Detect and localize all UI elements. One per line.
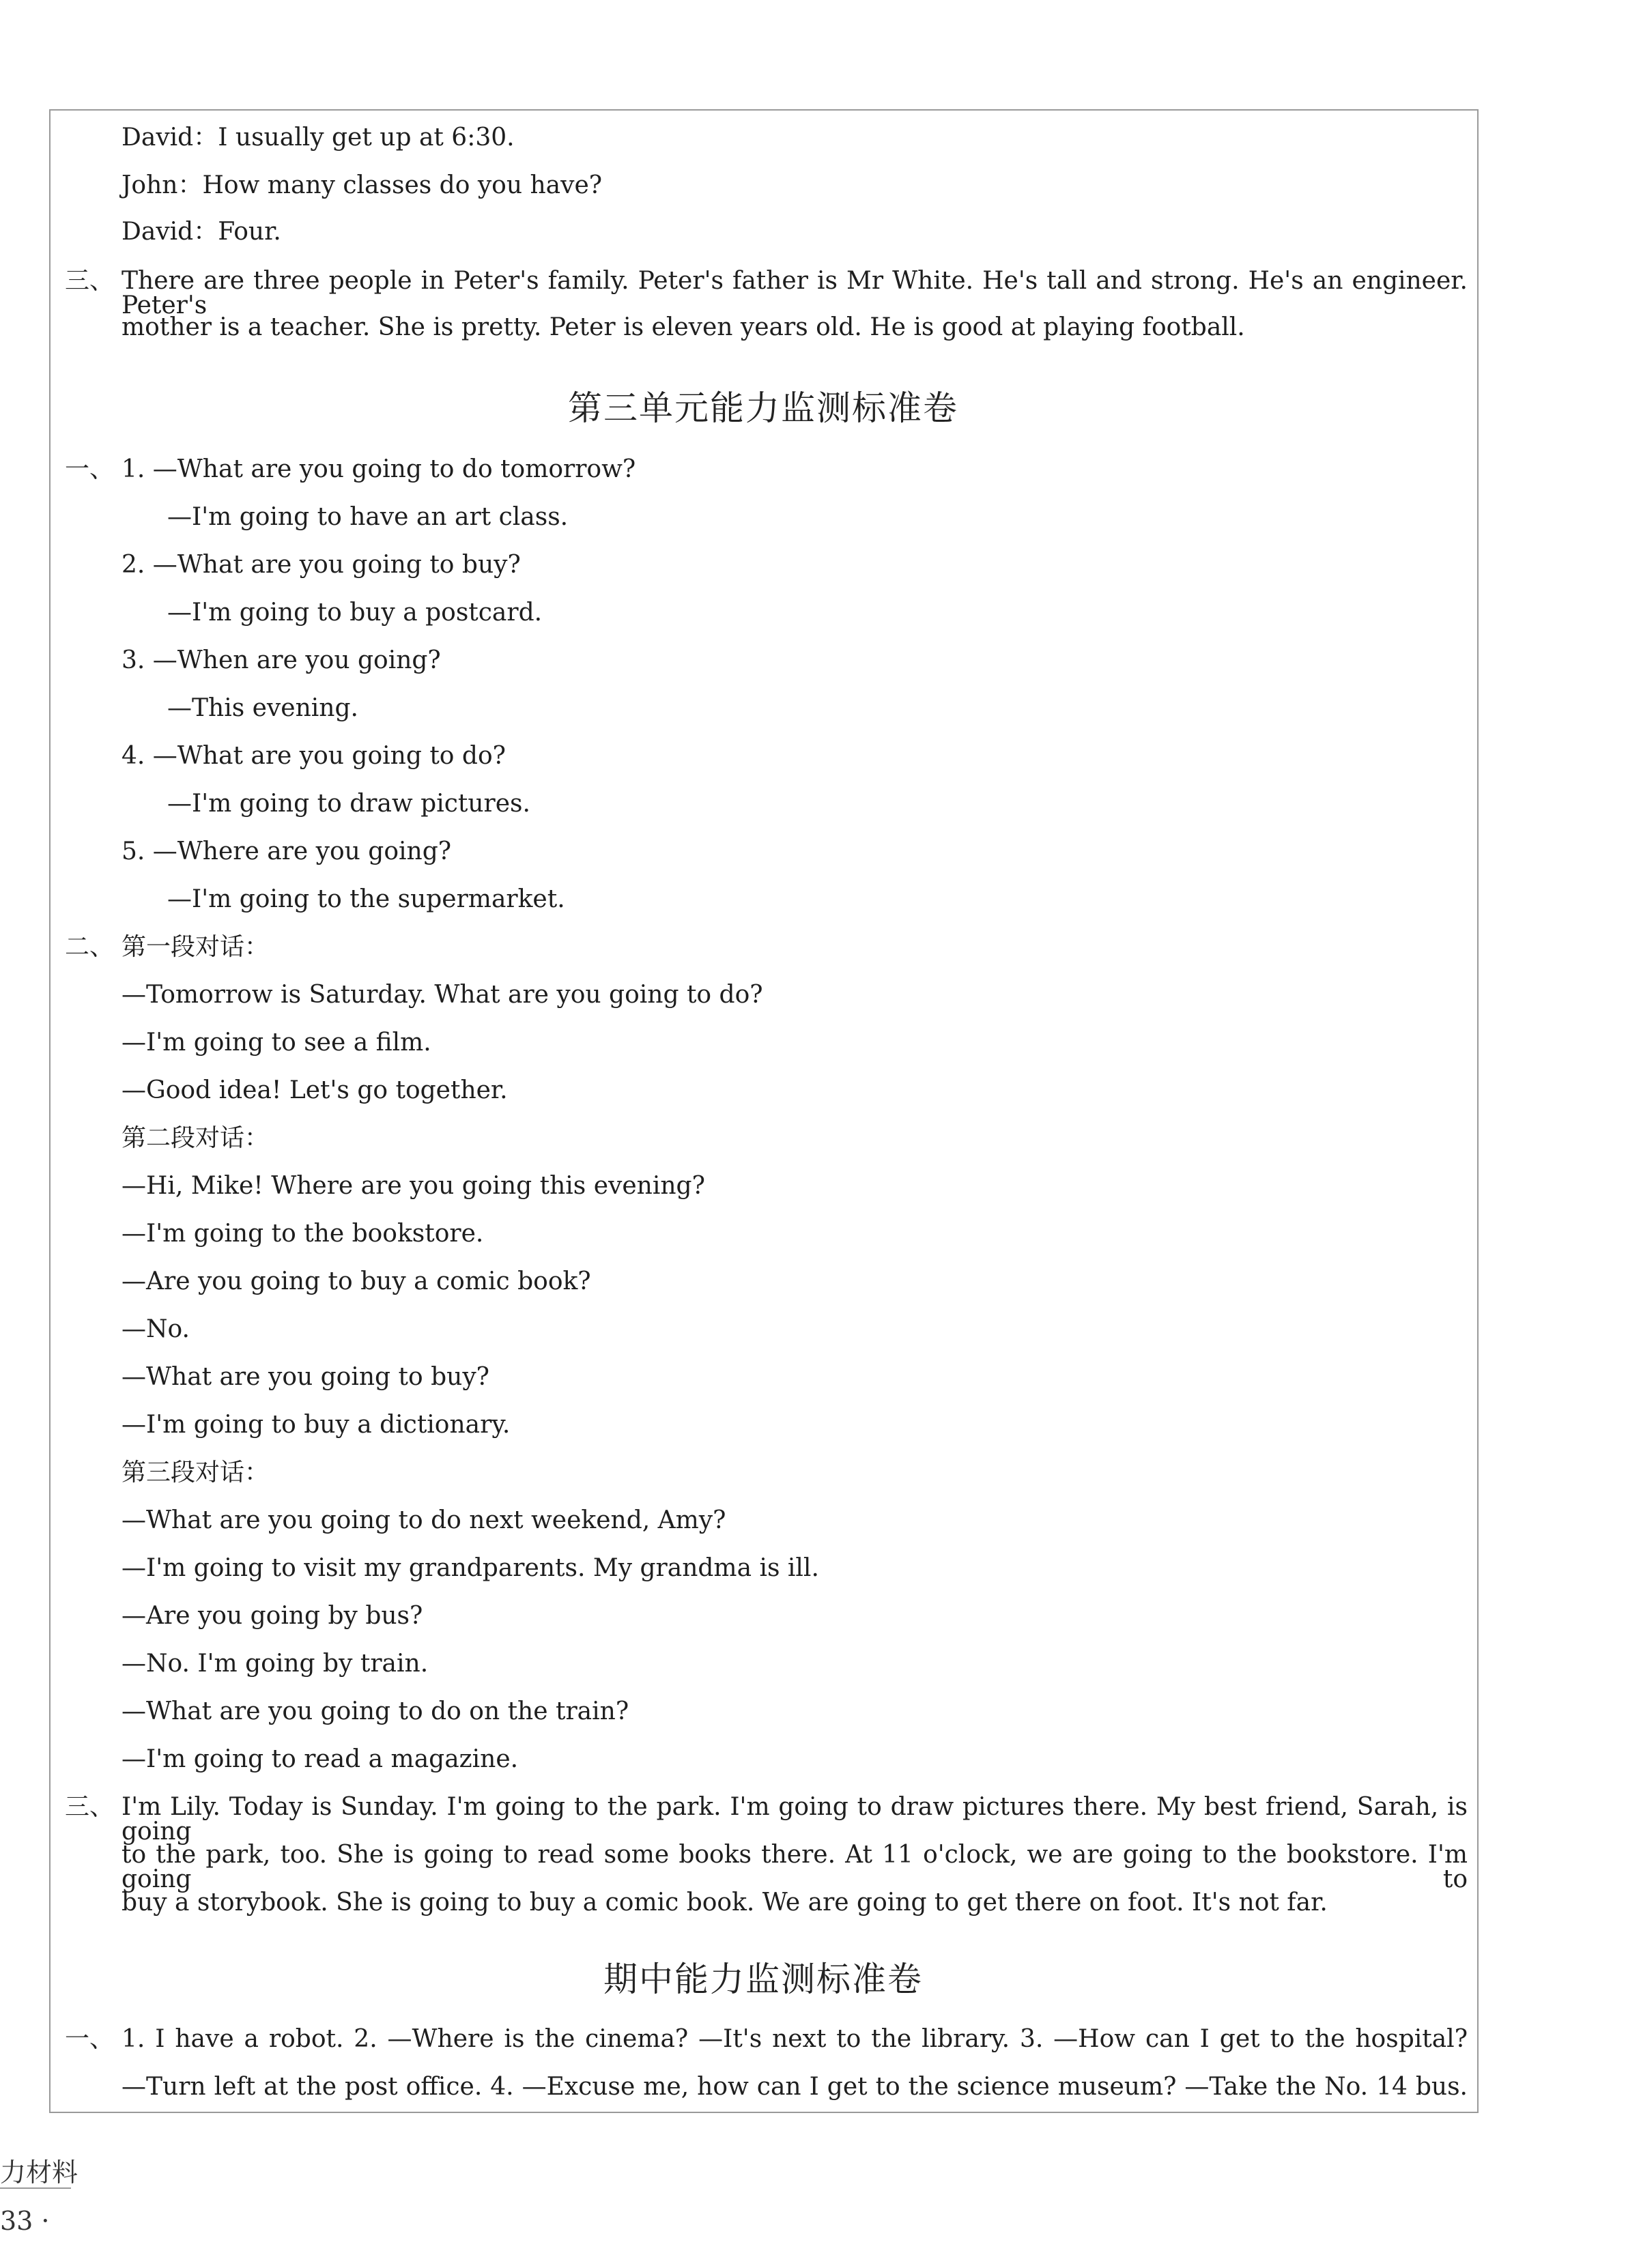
answer-line: —I'm going to buy a postcard. (167, 599, 543, 627)
dialog-heading: 第二段对话： (122, 1124, 270, 1152)
section-marker-1: 一、 (65, 455, 115, 483)
dialog-line: John：How many classes do you have? (122, 171, 603, 199)
dialog-line: —What are you going to do on the train? (122, 1697, 629, 1725)
dialog-line: —Hi, Mike! Where are you going this evening? (122, 1172, 705, 1200)
dialog-line: —What are you going to do next weekend, Amy? (122, 1506, 726, 1534)
passage-line: —Turn left at the post office. 4. —Excuse me, how can I get to the science museum? —Take the No. 14 bus. (122, 2073, 1468, 2101)
dialog-line: —Good idea! Let's go together. (122, 1076, 508, 1104)
dialog-line: David：Four. (122, 218, 281, 246)
dialog-line: —Are you going by bus? (122, 1602, 423, 1630)
section-marker-2: 二、 (65, 933, 115, 961)
footer-label: 力材料 (0, 2157, 79, 2187)
question-line: 5. —Where are you going? (122, 837, 452, 865)
dialog-line: —I'm going to see a film. (122, 1029, 431, 1057)
dialog-heading: 第一段对话： (122, 933, 270, 961)
dialog-line: —I'm going to visit my grandparents. My grandma is ill. (122, 1554, 819, 1582)
section-marker-3: 三、 (65, 267, 115, 295)
dialog-line: —Are you going to buy a comic book? (122, 1267, 591, 1295)
section-title: 第三单元能力监测标准卷 (568, 388, 958, 428)
dialog-line: —No. (122, 1315, 190, 1343)
question-line: 4. —What are you going to do? (122, 742, 506, 770)
dialog-heading: 第三段对话： (122, 1459, 270, 1487)
page-number: 33 · (0, 2206, 50, 2236)
answer-line: —This evening. (167, 694, 358, 722)
section-marker-1: 一、 (65, 2025, 115, 2053)
question-line: 2. —What are you going to buy? (122, 551, 521, 579)
passage-line: to the park, too. She is going to read some books there. At 11 o'clock, we are going to the bookstore. I'm going to (122, 1841, 1468, 1893)
dialog-line: —What are you going to buy? (122, 1363, 489, 1391)
answer-line: —I'm going to draw pictures. (167, 790, 530, 818)
section-title: 期中能力监测标准卷 (603, 1960, 923, 1999)
dialog-line: —No. I'm going by train. (122, 1650, 429, 1678)
passage-line: 1. I have a robot. 2. —Where is the cinema? —It's next to the library. 3. —How can I get to the hospital? (122, 2025, 1468, 2053)
section-marker-3: 三、 (65, 1793, 115, 1821)
footer-divider (0, 2187, 71, 2189)
question-line: 1. —What are you going to do tomorrow? (122, 455, 636, 483)
answer-line: —I'm going to the supermarket. (167, 885, 565, 913)
passage-line: I'm Lily. Today is Sunday. I'm going to the park. I'm going to draw pictures there. My best friend, Sarah, is going (122, 1793, 1468, 1846)
passage-line: mother is a teacher. She is pretty. Peter is eleven years old. He is good at playing football. (122, 313, 1245, 341)
question-line: 3. —When are you going? (122, 646, 441, 674)
dialog-line: —I'm going to the bookstore. (122, 1220, 484, 1248)
passage-line: buy a storybook. She is going to buy a comic book. We are going to get there on foot. It's not far. (122, 1889, 1328, 1917)
answer-line: —I'm going to have an art class. (167, 503, 569, 531)
dialog-line: David：I usually get up at 6:30. (122, 124, 515, 152)
passage-line: There are three people in Peter's family. Peter's father is Mr White. He's tall and strong. He's an engineer. Peter's (122, 267, 1468, 319)
dialog-line: —I'm going to buy a dictionary. (122, 1411, 511, 1439)
dialog-line: —Tomorrow is Saturday. What are you going to do? (122, 981, 763, 1009)
dialog-line: —I'm going to read a magazine. (122, 1745, 519, 1773)
